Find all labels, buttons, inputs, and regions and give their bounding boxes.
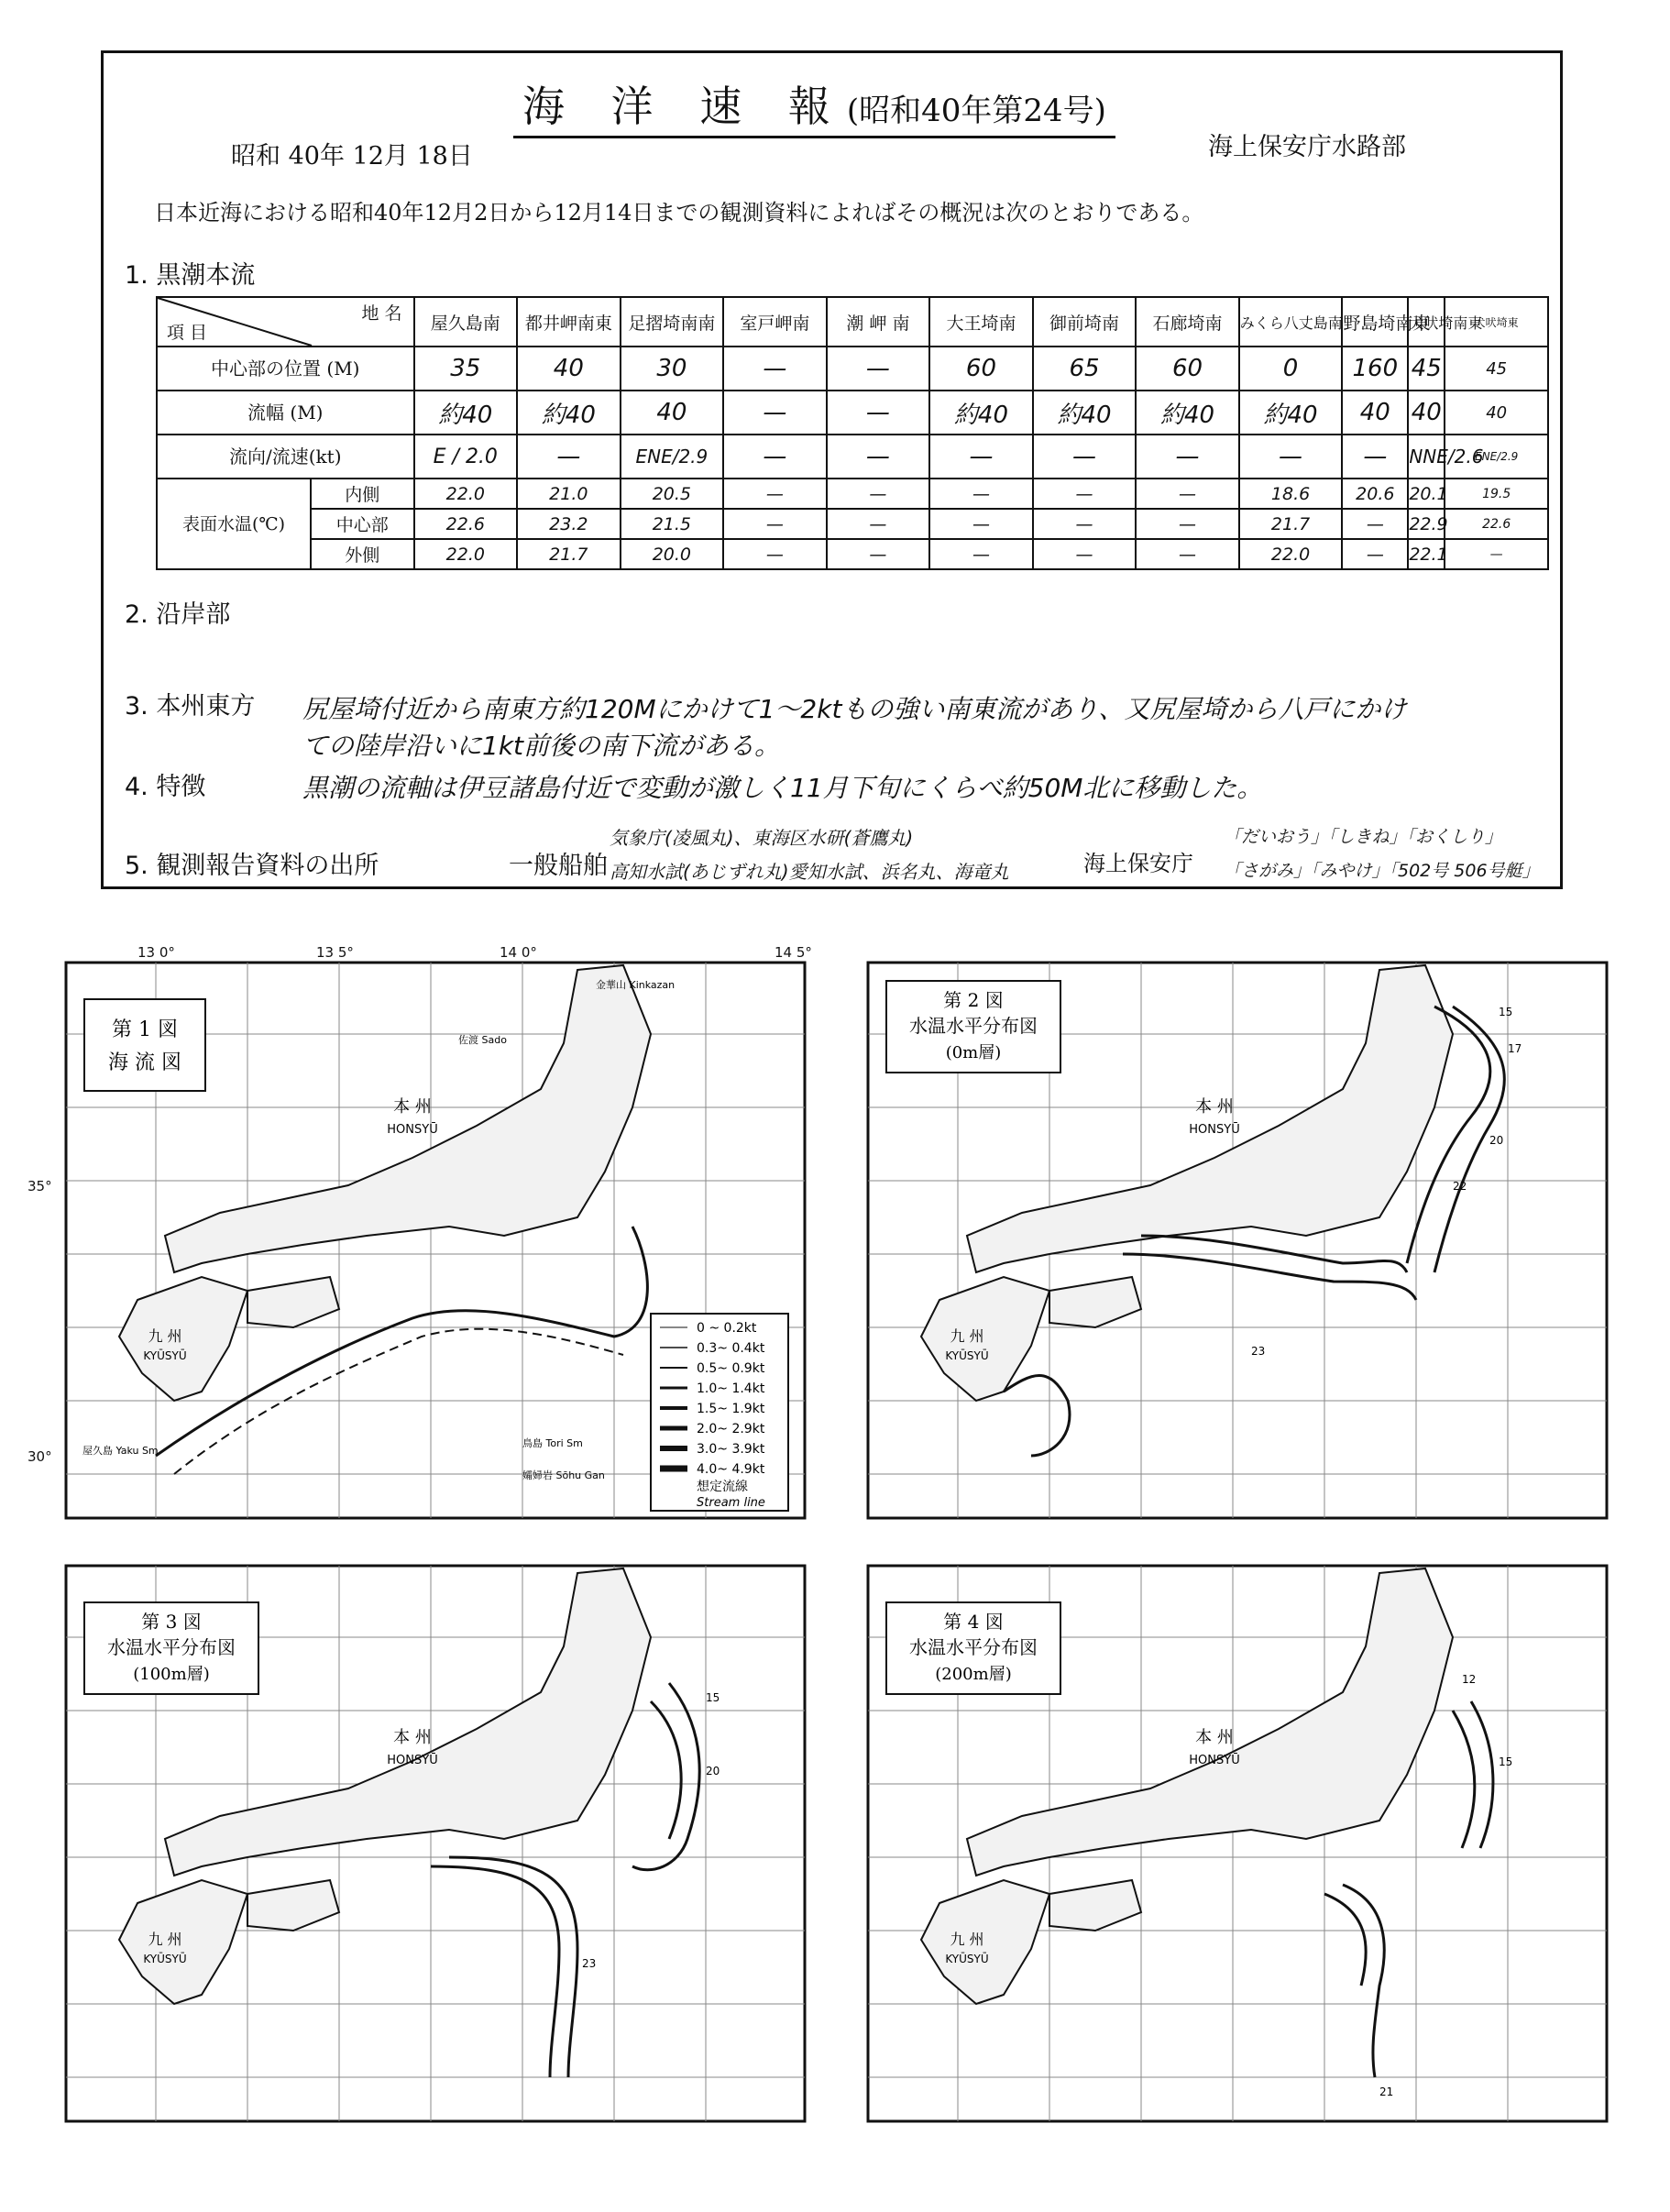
- source-prefs: 高知水試(あじずれ丸)愛知水試、浜名丸、海竜丸: [610, 861, 1009, 883]
- isotherm-label: 23: [582, 1957, 597, 1970]
- table-cell: 22.0: [1239, 539, 1343, 569]
- label-kinkazan: 金華山 Kinkazan: [596, 979, 676, 991]
- map-title: 第 1 図: [112, 1018, 178, 1041]
- table-cell: 22.6: [414, 509, 518, 539]
- table-cell: —: [827, 347, 930, 391]
- table-cell: —: [1342, 435, 1408, 479]
- table-cell: 40: [1408, 391, 1445, 435]
- lat-tick: 30°: [27, 1448, 52, 1465]
- table-cell: —: [1342, 509, 1408, 539]
- table-row: [157, 391, 1548, 435]
- section1-label: 1. 黒潮本流: [125, 261, 256, 290]
- table-cell: —: [1239, 435, 1343, 479]
- corner-bottom: 項 目: [167, 323, 208, 343]
- col-header: 大王埼南: [929, 297, 1033, 347]
- col-header: 御前埼南: [1033, 297, 1137, 347]
- table-cell: 18.6: [1239, 479, 1343, 509]
- table-cell: 22.0: [414, 479, 518, 509]
- table-cell: 40: [1445, 391, 1548, 435]
- table-cell: 約40: [929, 391, 1033, 435]
- table-cell: —: [517, 435, 621, 479]
- isotherm-label: 20: [706, 1765, 720, 1777]
- label-sado: 佐渡 Sado: [458, 1034, 507, 1046]
- table-cell: 45: [1408, 347, 1445, 391]
- col-header: 室戸岬南: [723, 297, 827, 347]
- table-cell: 35: [414, 347, 518, 391]
- label-honsyu: 本 州: [393, 1097, 432, 1117]
- issue-number: (昭和40年第24号): [846, 93, 1106, 129]
- isotherm-label: 17: [1508, 1042, 1522, 1055]
- table-cell: E / 2.0: [414, 435, 518, 479]
- table-cell: 20.1: [1408, 479, 1445, 509]
- table-cell: 0: [1239, 347, 1343, 391]
- row-label: 流幅 (M): [157, 391, 414, 435]
- source-jma: 気象庁(凌風丸)、東海区水研(蒼鷹丸): [610, 827, 914, 849]
- table-cell: 約40: [1033, 391, 1137, 435]
- table-row: [157, 435, 1548, 479]
- isotherm-label: 12: [1462, 1673, 1477, 1686]
- isotherm-label: 20: [1489, 1134, 1504, 1147]
- map-layer: (200m層): [935, 1665, 1012, 1684]
- label-yakusima: 屋久島 Yaku Sm: [82, 1445, 159, 1457]
- label-kyusyu: 九 州: [148, 1931, 182, 1948]
- legend-item: 0.5~ 0.9kt: [697, 1361, 765, 1376]
- label-honsyu: 本 州: [393, 1728, 432, 1747]
- label-kyusyu: 九 州: [950, 1327, 984, 1345]
- table-cell: —: [1033, 509, 1137, 539]
- map-fig4: [866, 1564, 1609, 2123]
- table-cell: 20.6: [1342, 479, 1408, 509]
- map-fig1: [64, 961, 807, 1520]
- isotherm-label: 23: [1251, 1345, 1266, 1358]
- row-label: 流向/流速(kt): [157, 435, 414, 479]
- temp-sublabel: 外側: [311, 539, 414, 569]
- table-cell: 21.7: [1239, 509, 1343, 539]
- table-cell: 約40: [1239, 391, 1343, 435]
- table-cell: 約40: [1136, 391, 1239, 435]
- table-cell: 約40: [414, 391, 518, 435]
- section5-label: 5. 観測報告資料の出所: [125, 852, 379, 880]
- table-cell: —: [1136, 435, 1239, 479]
- lat-tick: 35°: [27, 1178, 52, 1194]
- temp-sublabel: 中心部: [311, 509, 414, 539]
- section3-line2: ての陸岸沿いに1kt前後の南下流がある。: [302, 731, 781, 761]
- col-header: みくら八丈島南: [1239, 297, 1343, 347]
- legend-item: 1.0~ 1.4kt: [697, 1381, 765, 1396]
- table-cell: —: [827, 391, 930, 435]
- table-cell: 40: [621, 391, 724, 435]
- col-header: 足摺埼南南: [621, 297, 724, 347]
- map-fig3: [64, 1564, 807, 2123]
- table-cell: 22.9: [1408, 509, 1445, 539]
- table-cell: —: [723, 539, 827, 569]
- land-honsyu: [165, 965, 651, 1272]
- legend: [651, 1314, 788, 1511]
- table-cell: 22.6: [1445, 509, 1548, 539]
- table-cell: —: [723, 391, 827, 435]
- legend-item: 1.5~ 1.9kt: [697, 1402, 765, 1416]
- source-ships2: 「さがみ」「みやけ」「502号 506号艇」: [1224, 861, 1540, 881]
- table-cell: —: [929, 509, 1033, 539]
- table-cell: 60: [929, 347, 1033, 391]
- map-title: 第 3 図: [141, 1611, 202, 1633]
- legend-item: 0 ~ 0.2kt: [697, 1321, 757, 1336]
- table-cell: —: [1136, 509, 1239, 539]
- section4-text: 黒潮の流軸は伊豆諸島付近で変動が激しく11月下旬にくらべ約50M北に移動した。: [302, 773, 1263, 803]
- table-cell: —: [723, 347, 827, 391]
- table-cell: 20.0: [621, 539, 724, 569]
- label-kyusyu-en: KYŪSYŪ: [143, 1349, 187, 1362]
- table-cell: ENE/2.9: [1445, 435, 1548, 479]
- table-row: [157, 347, 1548, 391]
- kuroshio-table: [156, 296, 1549, 570]
- table-cell: —: [1445, 539, 1548, 569]
- col-header: 屋久島南: [414, 297, 518, 347]
- map-subtitle: 海 流 図: [108, 1051, 181, 1074]
- section3-line1: 尻屋埼付近から南東方約120Mにかけて1〜2ktもの強い南東流があり、又尻屋埼から八戸にかけ: [302, 694, 1407, 724]
- table-cell: 22.0: [414, 539, 518, 569]
- table-cell: —: [1342, 539, 1408, 569]
- legend-stream: Stream line: [697, 1496, 765, 1510]
- table-cell: —: [929, 479, 1033, 509]
- map-subtitle: 水温水平分布図: [909, 1015, 1038, 1037]
- legend-item: 想定流線: [697, 1480, 748, 1494]
- table-cell: —: [723, 435, 827, 479]
- legend-item: 4.0~ 4.9kt: [697, 1462, 765, 1477]
- lon-tick: 13 0°: [137, 944, 175, 961]
- table-cell: 21.5: [621, 509, 724, 539]
- land-shikoku: [247, 1277, 339, 1327]
- report-title: [513, 73, 1115, 138]
- table-cell: —: [1033, 479, 1137, 509]
- col-header: 潮 岬 南: [827, 297, 930, 347]
- map-subtitle: 水温水平分布図: [107, 1636, 236, 1658]
- table-cell: 30: [621, 347, 724, 391]
- legend-item: 3.0~ 3.9kt: [697, 1442, 765, 1457]
- table-cell: —: [827, 509, 930, 539]
- table-cell: —: [929, 435, 1033, 479]
- temp-sublabel: 内側: [311, 479, 414, 509]
- label-tori: 鳥島 Tori Sm: [522, 1437, 583, 1449]
- table-cell: —: [929, 539, 1033, 569]
- issuer: 海上保安庁水路部: [1208, 133, 1406, 161]
- map-layer: (100m層): [133, 1665, 210, 1684]
- land-kyusyu: [119, 1277, 247, 1401]
- label-honsyu: 本 州: [1195, 1097, 1234, 1117]
- intro-text: 日本近海における昭和40年12月2日から12月14日までの観測資料によればその概況は次のとおりである。: [154, 200, 1204, 226]
- label-honsyu: 本 州: [1195, 1728, 1234, 1747]
- table-cell: 23.2: [517, 509, 621, 539]
- table-cell: 約40: [517, 391, 621, 435]
- table-cell: 21.0: [517, 479, 621, 509]
- lon-tick: 14 0°: [500, 944, 537, 961]
- table-cell: —: [723, 479, 827, 509]
- table-cell: 20.5: [621, 479, 724, 509]
- table-cell: —: [723, 509, 827, 539]
- map-subtitle: 水温水平分布図: [909, 1636, 1038, 1658]
- section4-label: 4. 特徴: [125, 773, 206, 801]
- report-date: 昭和 40年 12月 18日: [231, 142, 473, 171]
- table-header-row: [157, 297, 1548, 347]
- label-honsyu-en: HONSYŪ: [1189, 1123, 1240, 1137]
- table-cell: 40: [1342, 391, 1408, 435]
- table-cell: 22.1: [1408, 539, 1445, 569]
- map-layer: (0m層): [945, 1043, 1002, 1062]
- map-title: 第 2 図: [943, 989, 1004, 1011]
- label-kyusyu-en: KYŪSYŪ: [143, 1953, 187, 1965]
- table-cell: —: [1136, 539, 1239, 569]
- title-main: 海 洋 速 報: [522, 82, 847, 131]
- table-cell: 45: [1445, 347, 1548, 391]
- legend-item: 0.3~ 0.4kt: [697, 1341, 765, 1356]
- col-header: 石廊埼南: [1136, 297, 1239, 347]
- source-general: 一般船舶: [509, 852, 608, 880]
- section3-label: 3. 本州東方: [125, 692, 256, 721]
- source-ships1: 「だいおう」「しきね」「おくしり」: [1224, 827, 1503, 847]
- temp-label: 表面水温(℃): [157, 479, 311, 569]
- table-cell: —: [1033, 435, 1137, 479]
- table-cell: NNE/2.6: [1408, 435, 1445, 479]
- label-honsyu-en: HONSYŪ: [1189, 1754, 1240, 1767]
- table-cell: —: [1136, 479, 1239, 509]
- table-cell: 65: [1033, 347, 1137, 391]
- map-fig2: [866, 961, 1609, 1520]
- lon-tick: 13 5°: [316, 944, 354, 961]
- temp-row: [157, 479, 1548, 509]
- label-kyusyu-en: KYŪSYŪ: [945, 1953, 989, 1965]
- table-cell: 160: [1342, 347, 1408, 391]
- isotherm-label: 21: [1379, 2085, 1394, 2098]
- table-cell: ENE/2.9: [621, 435, 724, 479]
- map-title: 第 4 図: [943, 1611, 1004, 1633]
- row-label: 中心部の位置 (M): [157, 347, 414, 391]
- label-sofugan: 孀婦岩 Sōhu Gan: [522, 1469, 605, 1481]
- corner-top: 地 名: [361, 303, 402, 324]
- table-cell: 60: [1136, 347, 1239, 391]
- label-kyusyu-en: KYŪSYŪ: [945, 1349, 989, 1362]
- temp-row: [157, 509, 1548, 539]
- isotherm-label: 22: [1453, 1180, 1467, 1193]
- table-cell: —: [827, 435, 930, 479]
- corner-cell: [157, 297, 414, 347]
- legend-item: 2.0~ 2.9kt: [697, 1422, 765, 1436]
- label-kyusyu: 九 州: [148, 1327, 182, 1345]
- isotherm-label: 15: [1499, 1755, 1513, 1768]
- isotherm-label: 15: [1499, 1006, 1513, 1018]
- col-header: 犬吠埼東: [1445, 297, 1548, 347]
- section2-label: 2. 沿岸部: [125, 600, 231, 629]
- table-cell: —: [827, 539, 930, 569]
- isotherm-label: 15: [706, 1691, 720, 1704]
- label-honsyu-en: HONSYŪ: [387, 1754, 438, 1767]
- source-mss: 海上保安庁: [1083, 851, 1193, 876]
- label-kyusyu: 九 州: [950, 1931, 984, 1948]
- temp-row: [157, 539, 1548, 569]
- col-header: 都井岬南東: [517, 297, 621, 347]
- table-cell: —: [1033, 539, 1137, 569]
- col-header: 野島埼南東: [1342, 297, 1408, 347]
- lon-tick: 14 5°: [775, 944, 812, 961]
- table-cell: 19.5: [1445, 479, 1548, 509]
- label-honsyu-en: HONSYŪ: [387, 1123, 438, 1137]
- table-cell: —: [827, 479, 930, 509]
- col-header: 犬吠埼南東: [1408, 297, 1445, 347]
- table-cell: 21.7: [517, 539, 621, 569]
- table-cell: 40: [517, 347, 621, 391]
